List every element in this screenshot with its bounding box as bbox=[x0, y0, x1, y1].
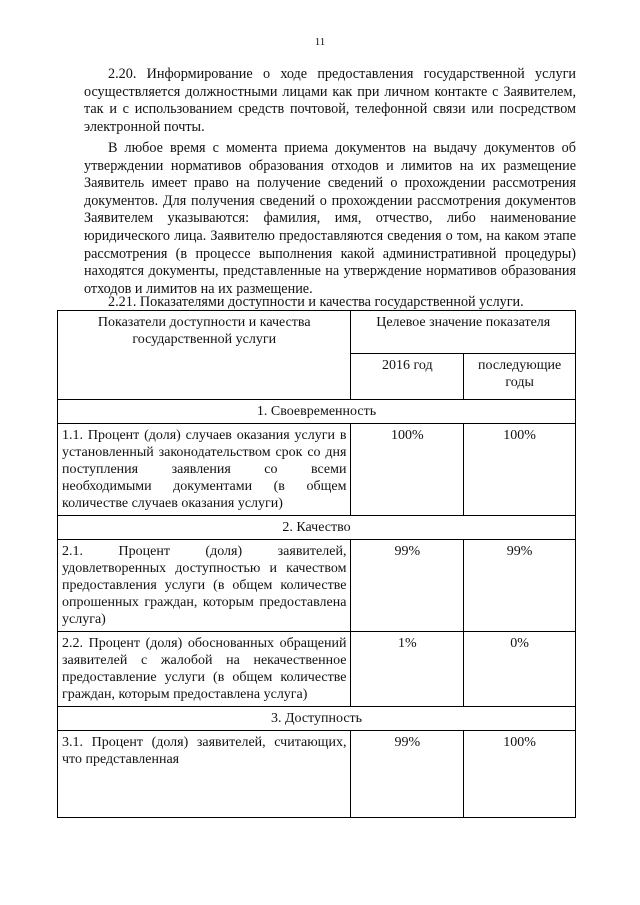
value-next-years: 100% bbox=[464, 424, 576, 516]
header-2016: 2016 год bbox=[351, 354, 464, 400]
indicator-description: 2.2. Процент (доля) обоснованных обращений заявителей с жалобой на некачественное предоставление услуги (в общем количестве граждан, которым предоставлена услуга) bbox=[58, 632, 351, 707]
value-2016: 99% bbox=[351, 540, 464, 632]
indicator-description: 1.1. Процент (доля) случаев оказания услуги в установленный законодательством срок со дня поступления заявления со всеми необходимыми документами (в общем количестве случаев оказания услуги) bbox=[58, 424, 351, 516]
paragraph-any-time: В любое время с момента приема документов на выдачу документов об утверждении нормативов образования отходов и лимитов на их размещение Заявитель имеет право на получение сведений о прохождении рассмотрения документов. Для получения сведений о прохождении рассмотрения документов Заявителем указываются: фамилия, имя, отчество, либо наименование юридического лица. Заявителю предоставляются сведения о том, на каком этапе рассмотрения (в процессе выполнения какой административной процедуры) находятся документы, представленные на утверждение нормативов образования отходов и лимитов на их размещение. bbox=[84, 140, 576, 297]
page-number: 11 bbox=[314, 36, 326, 48]
indicators-table bbox=[57, 310, 576, 818]
table-header-row bbox=[58, 311, 576, 354]
indicator-description: 2.1. Процент (доля) заявителей, удовлетворенных доступностью и качеством предоставления услуги (в общем количестве опрошенных граждан, которым предоставлена услуга) bbox=[58, 540, 351, 632]
section-title: 3. Доступность bbox=[58, 707, 576, 731]
table-row bbox=[58, 540, 576, 632]
indicator-description: 3.1. Процент (доля) заявителей, считающих, что представленная bbox=[58, 731, 351, 818]
table-row bbox=[58, 424, 576, 516]
header-target-value: Целевое значение показателя bbox=[351, 311, 576, 354]
value-next-years: 99% bbox=[464, 540, 576, 632]
value-2016: 1% bbox=[351, 632, 464, 707]
header-indicators: Показатели доступности и качества государственной услуги bbox=[58, 311, 351, 400]
section-title: 2. Качество bbox=[58, 516, 576, 540]
section-row bbox=[58, 516, 576, 540]
value-next-years: 0% bbox=[464, 632, 576, 707]
section-row bbox=[58, 400, 576, 424]
table-row bbox=[58, 731, 576, 818]
header-next-years: последующие годы bbox=[464, 354, 576, 400]
section-row bbox=[58, 707, 576, 731]
value-2016: 99% bbox=[351, 731, 464, 818]
section-title: 1. Своевременность bbox=[58, 400, 576, 424]
value-next-years: 100% bbox=[464, 731, 576, 818]
paragraph-2-21: 2.21. Показателями доступности и качества государственной услуги. bbox=[108, 294, 524, 310]
table-row bbox=[58, 632, 576, 707]
paragraph-2-20: 2.20. Информирование о ходе предоставления государственной услуги осуществляется должностными лицами как при личном контакте с Заявителем, так и с использованием средств почтовой, телефонной связи или посредством электронной почты. bbox=[84, 66, 576, 135]
value-2016: 100% bbox=[351, 424, 464, 516]
